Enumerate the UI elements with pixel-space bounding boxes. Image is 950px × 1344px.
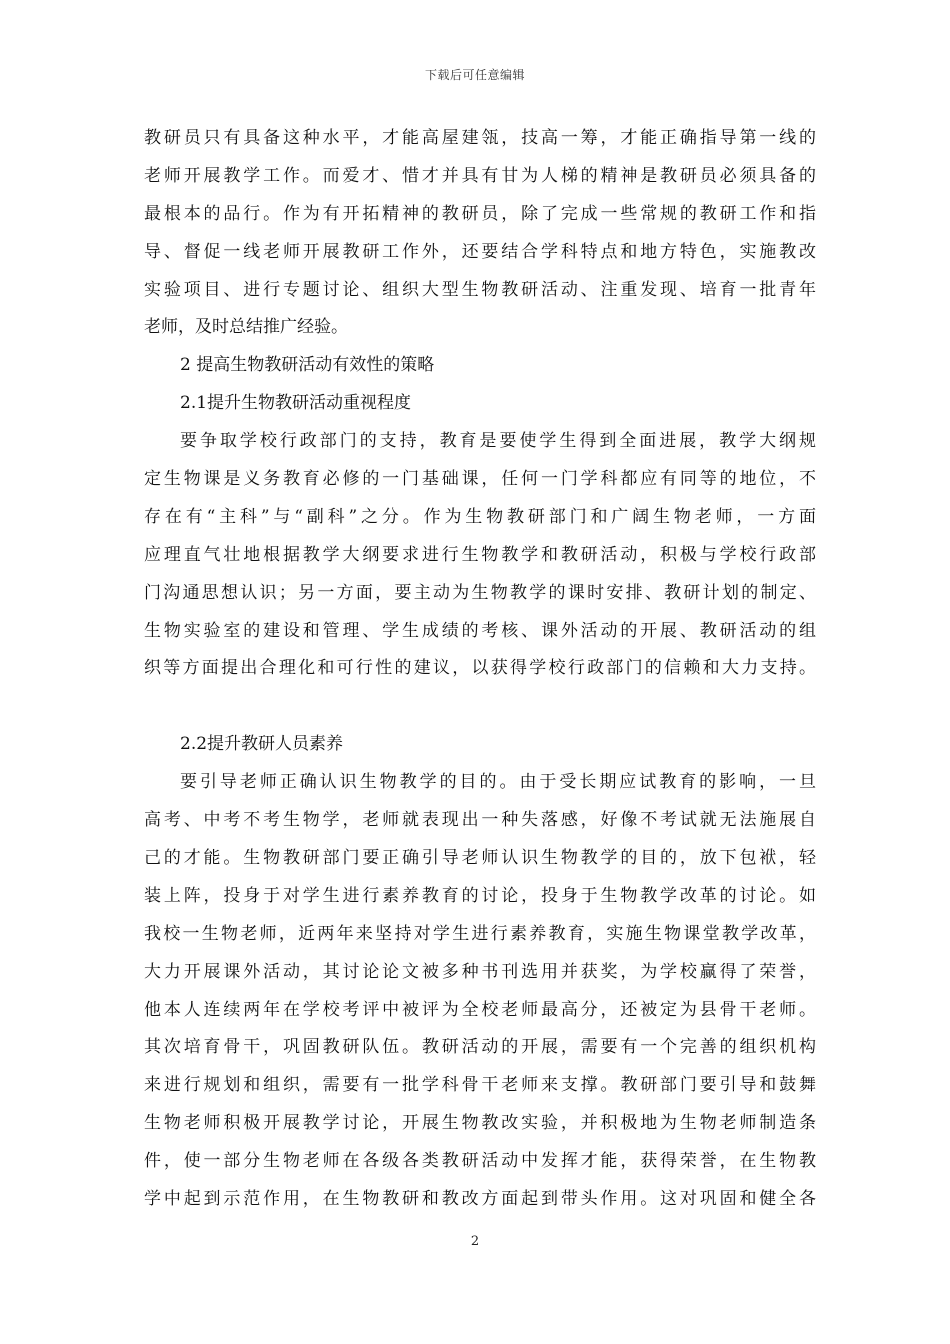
text-line: 要争取学校行政部门的支持，教育是要使学生得到全面进展，教学大纲规 <box>180 431 816 452</box>
text-line: 件，使一部分生物老师在各级各类教研活动中发挥才能，获得荣誉，在生物教 <box>144 1151 816 1172</box>
text-line: 定生物课是义务教育必修的一门基础课，任何一门学科都应有同等的地位，不 <box>144 469 816 490</box>
paragraph-intro <box>144 120 816 347</box>
text-line: 我校一生物老师，近两年来坚持对学生进行素养教育，实施生物课堂教学改革， <box>144 923 816 944</box>
text-line: 存在有“主科”与“副科”之分。作为生物教研部门和广阔生物老师，一方面 <box>144 506 816 527</box>
text-line: 织等方面提出合理化和可行性的建议，以获得学校行政部门的信赖和大力支持。 <box>144 658 816 679</box>
page-header: 下载后可任意编辑 <box>424 68 525 82</box>
text-line: 己的才能。生物教研部门要正确引导老师认识生物教学的目的，放下包袱，轻 <box>144 848 816 869</box>
text-line: 实验项目、进行专题讨论、组织大型生物教研活动、注重发现、培育一批青年 <box>144 279 816 300</box>
text-line: 高考、中考不考生物学，老师就表现出一种失落感，好像不考试就无法施展自 <box>144 810 816 831</box>
text-line: 老师，及时总结推广经验。 <box>144 317 348 338</box>
text-line: 要引导老师正确认识生物教学的目的。由于受长期应试教育的影响，一旦 <box>180 772 816 793</box>
paragraph-section-2-1 <box>144 423 816 688</box>
text-line: 装上阵，投身于对学生进行素养教育的讨论，投身于生物教学改革的讨论。如 <box>144 885 816 906</box>
text-line: 来进行规划和组织，需要有一批学科骨干老师来支撑。教研部门要引导和鼓舞 <box>144 1075 816 1096</box>
text-line: 导、督促一线老师开展教研工作外，还要结合学科特点和地方特色，实施教改 <box>144 241 816 262</box>
text-line: 应理直气壮地根据教学大纲要求进行生物教学和教研活动，积极与学校行政部 <box>144 544 816 565</box>
section-heading-2-1: 2.1提升生物教研活动重视程度 <box>180 393 412 414</box>
document-body <box>144 120 816 1219</box>
section-heading-2: 2 提高生物教研活动有效性的策略 <box>180 355 435 376</box>
text-line: 最根本的品行。作为有开拓精神的教研员，除了完成一些常规的教研工作和指 <box>144 203 816 224</box>
text-line: 老师开展教学工作。而爱才、惜才并具有甘为人梯的精神是教研员必须具备的 <box>144 165 816 186</box>
paragraph-section-2-2 <box>144 764 816 1219</box>
text-line: 生物实验室的建设和管理、学生成绩的考核、课外活动的开展、教研活动的组 <box>144 620 816 641</box>
text-line: 学中起到示范作用，在生物教研和教改方面起到带头作用。这对巩固和健全各 <box>144 1189 816 1210</box>
text-line: 大力开展课外活动，其讨论论文被多种书刊选用并获奖，为学校赢得了荣誉， <box>144 961 816 982</box>
text-line: 他本人连续两年在学校考评中被评为全校老师最高分，还被定为县骨干老师。 <box>144 999 816 1020</box>
section-heading-2-2: 2.2提升教研人员素养 <box>180 734 344 755</box>
page-number: 2 <box>470 1234 480 1249</box>
text-line: 门沟通思想认识；另一方面，要主动为生物教学的课时安排、教研计划的制定、 <box>144 582 816 603</box>
text-line: 教研员只有具备这种水平，才能高屋建瓴，技高一筹，才能正确指导第一线的 <box>144 128 816 148</box>
text-line: 其次培育骨干，巩固教研队伍。教研活动的开展，需要有一个完善的组织机构 <box>144 1037 816 1058</box>
paragraph-gap <box>144 688 816 726</box>
text-line: 生物老师积极开展教学讨论，开展生物教改实验，并积极地为生物老师制造条 <box>144 1113 816 1134</box>
